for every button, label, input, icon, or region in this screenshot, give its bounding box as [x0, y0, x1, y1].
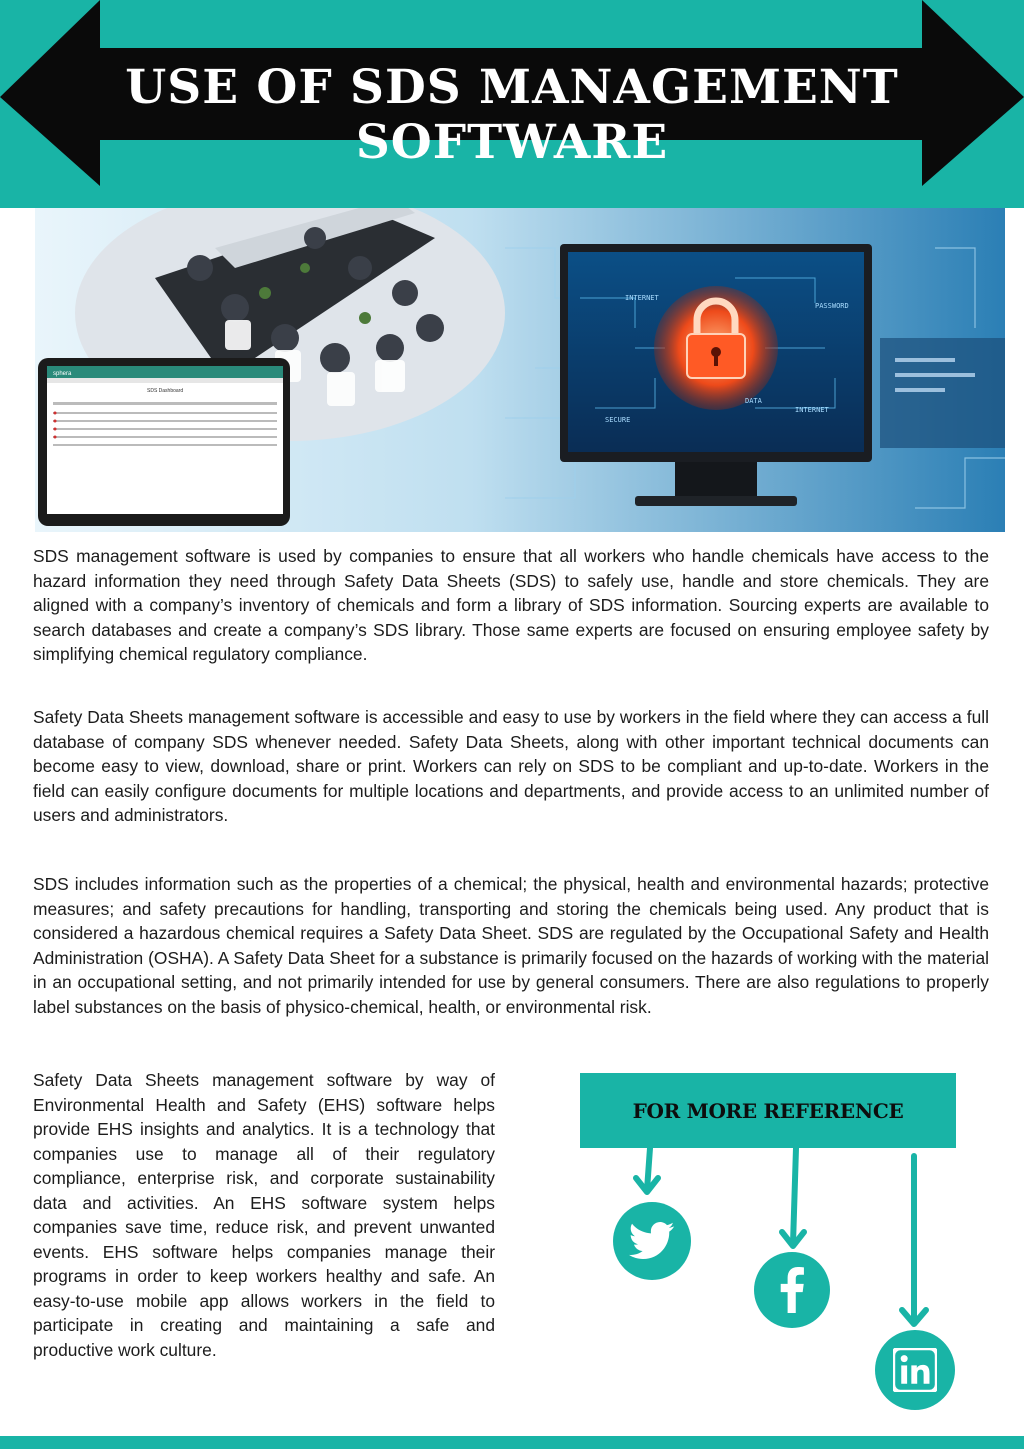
screen-label-3: DATA: [745, 397, 762, 405]
paragraph-4: Safety Data Sheets management software by way of Environmental Health and Safety (EHS) software helps provide EHS insights and analytics. It is a technology that companies use to manage all of their regulatory compliance, enterprise risk, and corporate sustainability data and activities. An EHS software system helps companies save time, reduce risk, and prevent unwanted events. EHS software helps companies manage their programs in order to keep workers healthy and safe. An easy-to-use mobile app allows workers in the field to participate in creating and maintaining a safe and productive work culture.: [33, 1070, 495, 1360]
paragraph-3: SDS includes information such as the properties of a chemical; the physical, health and environmental hazards; protective measures; and safety precautions for handling, transporting and storing the chemicals being used. Any product that is considered a hazardous chemical requires a Safety Data Sheet. SDS are regulated by the Occupational Safety and Health Administration (OSHA). A Safety Data Sheet for a substance is primarily focused on the hazards of working with the material in an occupational setting, and not primarily intended for use by general consumers. There are also regulations to properly label substances on the basis of physico-chemical, health, or environmental risk.: [33, 874, 989, 1017]
hero-image: [35, 208, 1005, 532]
twitter-link[interactable]: [613, 1202, 691, 1280]
reference-box: [580, 1073, 956, 1148]
tablet-heading: SDS Dashboard: [147, 388, 184, 394]
footer-bar: [0, 1436, 1024, 1449]
header-banner: [0, 0, 1024, 208]
twitter-icon: [629, 1221, 675, 1261]
linkedin-icon: [893, 1348, 937, 1392]
linkedin-link[interactable]: [875, 1330, 955, 1410]
screen-label-2: PASSWORD: [815, 302, 849, 310]
screen-label-5: SECURE: [605, 416, 631, 424]
reference-label: FOR MORE REFERENCE: [632, 1098, 904, 1123]
facebook-icon: [779, 1267, 805, 1313]
page-title: USE OF SDS MANAGEMENT SOFTWARE: [125, 60, 899, 170]
facebook-link[interactable]: [754, 1252, 830, 1328]
tablet-brand: sphera: [53, 371, 72, 377]
screen-label-1: INTERNET: [625, 294, 659, 302]
screen-label-4: INTERNET: [795, 406, 829, 414]
paragraph-1: SDS management software is used by companies to ensure that all workers who handle chemicals have access to the hazard information they need through Safety Data Sheets (SDS) to safely use, handle and store chemicals. They are aligned with a company’s inventory of chemicals and form a library of SDS information. Sourcing experts are available to search databases and create a company’s SDS library. Those same experts are focused on ensuring employee safety by simplifying chemical regulatory compliance.: [33, 546, 989, 664]
paragraph-2: Safety Data Sheets management software is accessible and easy to use by workers in the field where they can access a full database of company SDS whenever needed. Safety Data Sheets, along with other important technical documents can become easy to view, download, share or print. Workers can rely on SDS to be compliant and up-to-date. Workers in the field can easily configure documents for multiple locations and departments, and provide access to an unlimited number of users and administrators.: [33, 707, 989, 825]
